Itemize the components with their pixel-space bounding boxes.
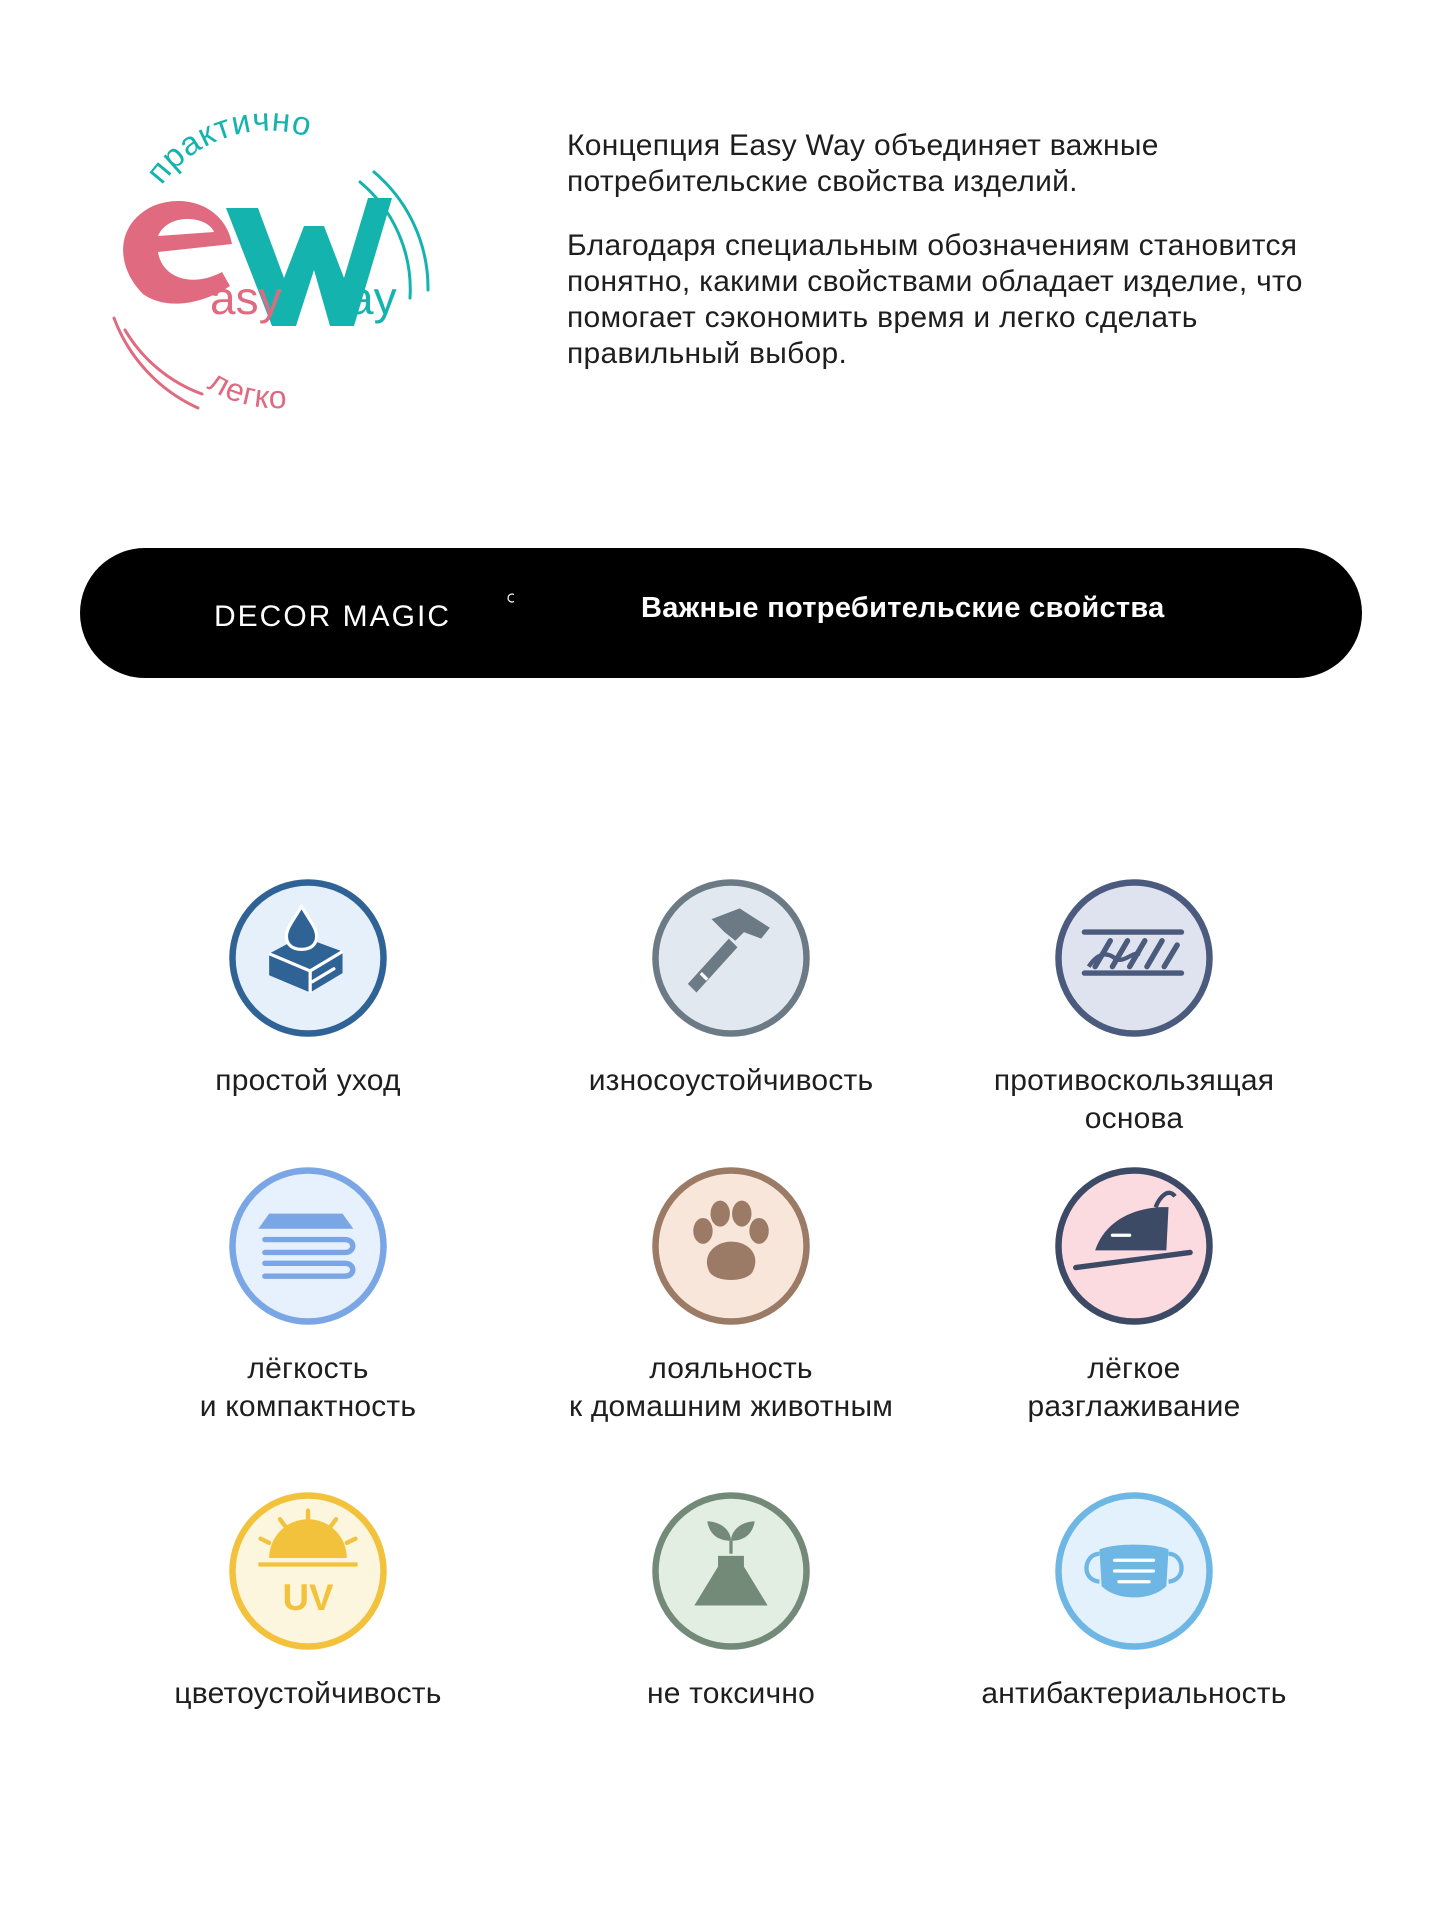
- banner-title: Важные потребительские свойства: [641, 592, 1165, 624]
- uv-sun-icon: [226, 1489, 390, 1653]
- iron-icon: [1052, 1164, 1216, 1328]
- intro-text: [567, 128, 1327, 400]
- svg-text:практично: [138, 100, 316, 189]
- feature-item: [521, 876, 941, 1100]
- hammer-icon: [649, 876, 813, 1040]
- feature-label: не токсично: [647, 1677, 815, 1710]
- easy-way-logo: [110, 100, 430, 440]
- feature-label: лёгкость и компактность: [199, 1352, 417, 1423]
- feature-label: лёгкое разглаживание: [1027, 1352, 1241, 1423]
- face-mask-icon: [1052, 1489, 1216, 1653]
- intro-paragraph-2: Благодаря специальным обозначениям становится понятно, какими свойствами обладает изделие, что помогает сэкономить время и легко сделать правильный выбор.: [567, 229, 1303, 370]
- flask-sprout-icon: [649, 1489, 813, 1653]
- logo-bottom-word: легко: [202, 362, 288, 416]
- feature-item: [521, 1164, 941, 1426]
- feature-item: [521, 1489, 941, 1713]
- svg-text:легко: [203, 362, 288, 415]
- logo-way-text: ay: [348, 272, 397, 324]
- feature-item: [924, 876, 1344, 1138]
- feature-label: противоскользящая основа: [993, 1064, 1275, 1135]
- feature-item: [924, 1164, 1344, 1426]
- feature-label: износоустойчивость: [588, 1064, 874, 1097]
- brand-name: DECOR MAGIC: [214, 600, 452, 633]
- feature-item: [98, 1489, 518, 1713]
- feature-item: [98, 1164, 518, 1426]
- non-slip-base-icon: [1052, 876, 1216, 1040]
- logo-easy-text: asy: [210, 272, 282, 324]
- feature-label: лояльность к домашним животным: [568, 1352, 894, 1423]
- feature-label: цветоустойчивость: [174, 1677, 442, 1710]
- paw-icon: [649, 1164, 813, 1328]
- properties-banner: [80, 548, 1362, 678]
- feature-label: антибактериальность: [981, 1677, 1287, 1710]
- wet-soap-icon: [226, 876, 390, 1040]
- folded-towel-icon: [226, 1164, 390, 1328]
- feature-label: простой уход: [215, 1064, 401, 1097]
- feature-item: [924, 1489, 1344, 1713]
- intro-paragraph-1: Концепция Easy Way объединяет важные потребительские свойства изделий.: [567, 129, 1159, 198]
- svg-text:UV: UV: [282, 1576, 334, 1618]
- logo-top-word: практично: [138, 100, 317, 190]
- feature-item: [98, 876, 518, 1100]
- decor-magic-logo: [214, 588, 514, 642]
